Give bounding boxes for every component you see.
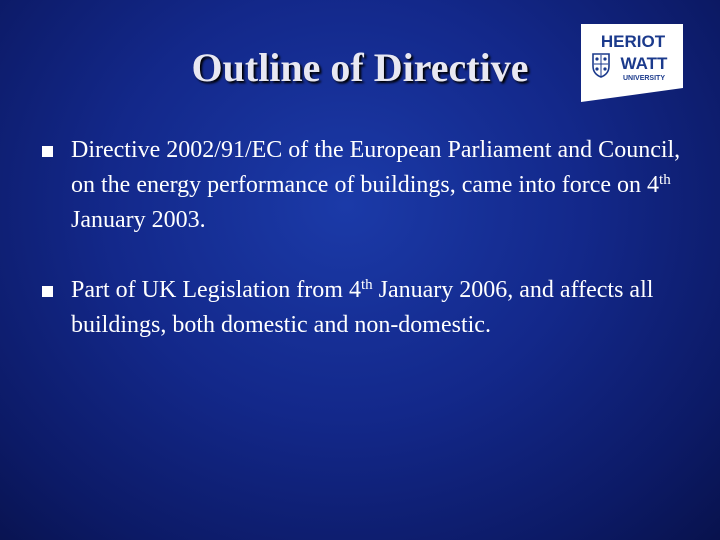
square-bullet-icon xyxy=(42,146,53,157)
bullet-text-end: January 2006, and affects all buildings, both domestic and non-domestic. xyxy=(71,277,654,338)
bullet-item xyxy=(40,133,700,238)
slide-title: Outline of Directive xyxy=(191,45,529,90)
bullet-text: Part of UK Legislation from 4 xyxy=(71,277,361,303)
square-bullet-icon xyxy=(42,286,53,297)
logo-line-3: UNIVERSITY xyxy=(622,75,666,82)
bullet-item xyxy=(40,273,700,343)
logo-line-1: HERIOT xyxy=(600,32,666,51)
logo-line-2: WATT xyxy=(620,54,668,73)
bullet-superscript: th xyxy=(360,277,373,293)
bullet-superscript: th xyxy=(659,172,671,188)
heriot-watt-logo xyxy=(581,24,683,102)
bullet-list xyxy=(40,133,700,343)
bullet-text-end: January 2003. xyxy=(71,207,206,233)
bullet-text: Directive 2002/91/EC of the European Parliament and Council, on the energy performance of buildings, came into force on 4 xyxy=(71,137,681,198)
